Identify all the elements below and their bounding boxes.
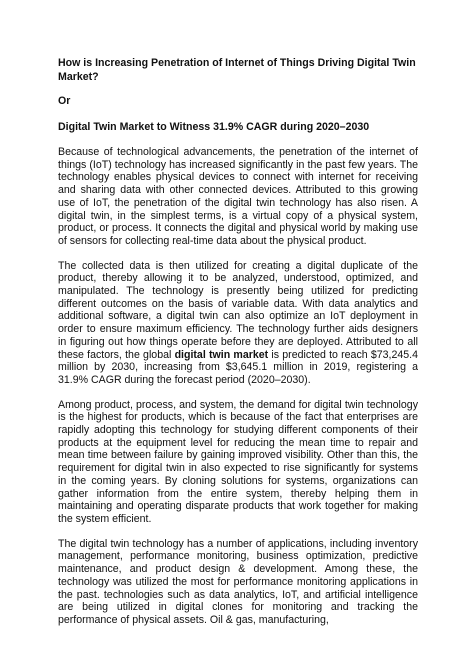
paragraph-collected-data: [58, 260, 418, 387]
paragraph-iot-penetration: Because of technological advancements, the penetration of the internet of things (IoT) technology has increased significantly in the past few years. The technology enables physical devices to connect with internet for receiving and sharing data with other connected devices. Attributed to this growing use of IoT, the penetration of the digital twin technology has also risen. A digital twin, in the simplest terms, is a virtual copy of a physical system, product, or process. It connects the digital and physical world by making use of sensors for collecting real-time data about the physical product.: [58, 146, 418, 247]
or-heading: Or: [58, 95, 71, 107]
paragraph-applications: The digital twin technology has a number of applications, including inventory management, performance monitoring, business optimization, predictive maintenance, and product design & development. Among these, the technology was utilized the most for performance monitoring applications in the past. technologies such as data analytics, IoT, and artificial intelligence are being utilized in digital clones for monitoring and tracking the performance of physical assets. Oil & gas, manufacturing,: [58, 537, 418, 626]
digital-twin-market-bold: digital twin market: [174, 348, 269, 361]
paragraph-collected-data-text: The collected data is then utilized for creating a digital duplicate of the product, thereby allowing it to be analyzed, understood, optimized, and manipulated. The technology is presently being utilized for predicting different outcomes on the basis of variable data. With data analytics and additional software, a digital twin can also optimize an IoT deployment in order to ensure maximum efficiency. The technology further aids designers in figuring out how things operate before they are deployed. Attributed to all these factors, the global: [58, 259, 418, 361]
market-forecast-text: is predicted to reach $73,245.4 million by 2030, increasing from $3,645.1 million in 2019, registering a 31.9% CAGR during the forecast period (2020–2030).: [58, 348, 418, 386]
alternate-heading: Digital Twin Market to Witness 31.9% CAGR during 2020–2030: [58, 121, 370, 133]
document-page: [58, 56, 418, 639]
paragraph-product-demand: Among product, process, and system, the demand for digital twin technology is the highest for products, which is because of the fact that enterprises are rapidly adopting this technology for studying different components of their products at the equipment level for reducing the mean time to repair and mean time between failure by gaining improved visibility. Other than this, the requirement for digital twin in also expected to rise significantly for systems in the coming years. By cloning solutions for systems, organizations can gather information from the entire system, thereby helping them in maintaining and operating disparate products that work together for making the system efficient.: [58, 398, 418, 525]
question-heading: How is Increasing Penetration of Internet of Things Driving Digital Twin Market?: [58, 57, 416, 83]
